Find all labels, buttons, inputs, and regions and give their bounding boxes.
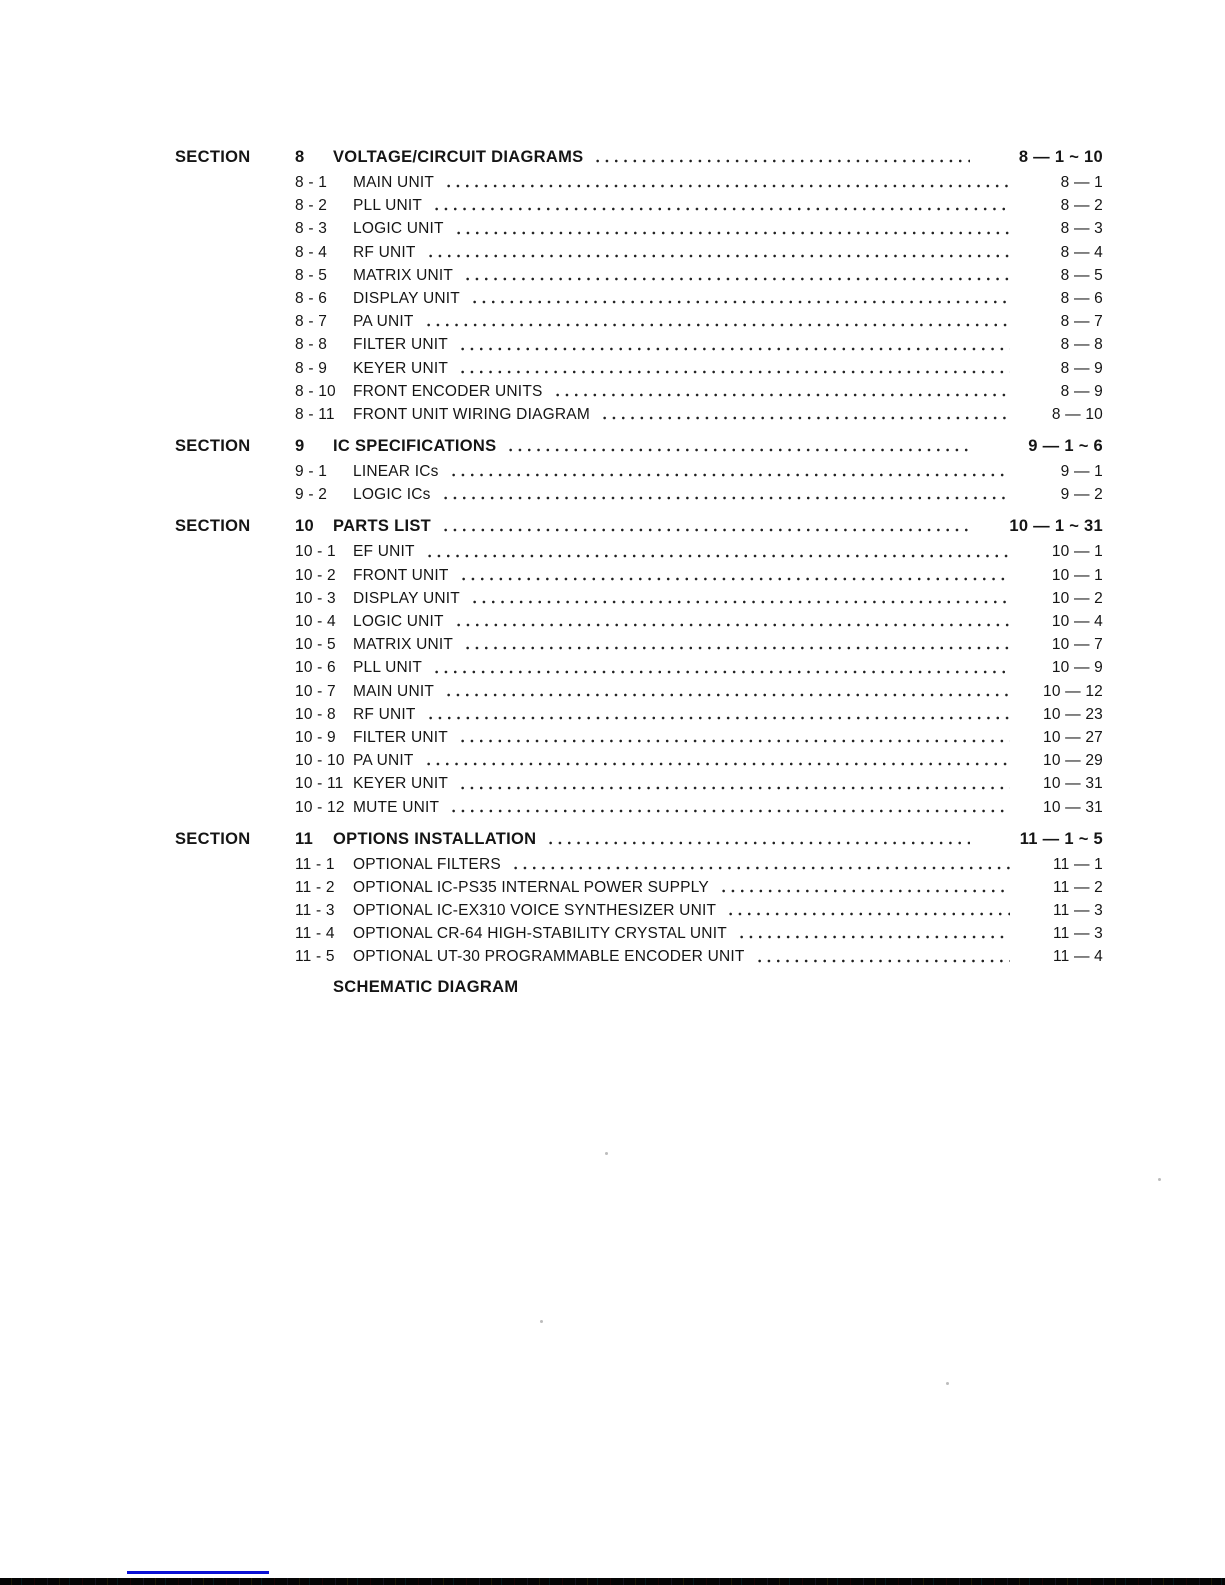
- item-number: 10 - 11: [295, 775, 344, 793]
- toc-item-row: [175, 380, 1103, 403]
- item-page-number: 11 — 3: [1052, 925, 1103, 943]
- item-title: PLL UNIT: [353, 659, 423, 677]
- item-page-number: 8 — 1: [1060, 174, 1103, 191]
- item-number: 10 - 6: [295, 659, 336, 677]
- item-title: MATRIX UNIT: [353, 266, 454, 284]
- toc-item-row: [175, 564, 1103, 587]
- schematic-diagram-label: SCHEMATIC DIAGRAM: [333, 977, 519, 996]
- item-page-number: 11 — 2: [1052, 878, 1103, 896]
- item-title: DISPLAY UNIT: [353, 289, 460, 307]
- item-page-number: 11 — 3: [1052, 902, 1103, 920]
- item-page-number: 10 — 27: [1043, 728, 1103, 746]
- item-number: 10 - 5: [295, 636, 336, 654]
- item-title: RF UNIT: [353, 705, 416, 723]
- item-number: 8 - 6: [295, 289, 328, 307]
- item-number: 10 - 12: [295, 798, 345, 816]
- item-number: 10 - 9: [295, 728, 336, 746]
- item-number: 11 - 4: [295, 925, 335, 943]
- item-number: 8 - 4: [295, 243, 328, 261]
- section-title: OPTIONS INSTALLATION: [333, 829, 537, 848]
- item-number: 8 - 8: [295, 336, 328, 354]
- item-title: LOGIC UNIT: [353, 220, 444, 238]
- section-label: SECTION: [175, 829, 251, 848]
- item-title: PLL UNIT: [353, 197, 423, 215]
- toc-item-row: [175, 749, 1103, 772]
- item-page-number: 10 — 7: [1051, 636, 1103, 654]
- section-header-row: [175, 143, 1103, 171]
- scan-speck: [946, 1382, 949, 1385]
- item-number: 10 - 3: [295, 589, 336, 607]
- item-page-number: 9 — 1: [1060, 463, 1103, 481]
- item-page-number: 11 — 1: [1052, 855, 1103, 873]
- item-number: 8 - 10: [295, 382, 336, 400]
- dot-leader: [454, 610, 1010, 633]
- toc-item-row: [175, 217, 1103, 240]
- item-number: 8 - 7: [295, 313, 328, 331]
- toc-item-row: [175, 171, 1103, 194]
- item-title: OPTIONAL UT-30 PROGRAMMABLE ENCODER UNIT: [353, 948, 745, 966]
- item-page-number: 10 — 12: [1043, 682, 1103, 700]
- section-title: PARTS LIST: [333, 517, 432, 536]
- item-number: 9 - 1: [295, 463, 328, 481]
- section-number: 8: [295, 148, 305, 166]
- item-number: 10 - 7: [295, 682, 336, 700]
- toc-item-row: [175, 772, 1103, 795]
- dot-leader: [593, 143, 970, 171]
- item-number: 8 - 11: [295, 405, 335, 423]
- item-title: MUTE UNIT: [353, 798, 440, 816]
- item-title: OPTIONAL IC-PS35 INTERNAL POWER SUPPLY: [353, 878, 709, 896]
- dot-leader: [737, 922, 1010, 945]
- dot-leader: [719, 876, 1010, 899]
- dot-leader: [449, 460, 1010, 483]
- section-number: 9: [295, 437, 305, 456]
- toc-item-row: [175, 633, 1103, 656]
- toc-item-row: [175, 483, 1103, 506]
- section-page-range: 9 — 1 ~ 6: [1028, 437, 1103, 456]
- item-number: 10 - 8: [295, 705, 336, 723]
- toc-item-row: [175, 876, 1103, 899]
- item-title: MAIN UNIT: [353, 174, 435, 191]
- item-page-number: 9 — 2: [1060, 486, 1103, 504]
- section-title: VOLTAGE/CIRCUIT DIAGRAMS: [333, 148, 584, 166]
- section-number: 11: [295, 829, 314, 848]
- toc-item-row: [175, 656, 1103, 679]
- dot-leader: [726, 899, 1010, 922]
- section-block-11: [175, 825, 1103, 969]
- toc-item-row: [175, 403, 1103, 426]
- section-block-10: [175, 512, 1103, 818]
- toc-item-row: [175, 194, 1103, 217]
- dot-leader: [463, 633, 1010, 656]
- item-page-number: 8 — 6: [1060, 289, 1103, 307]
- toc-item-row: [175, 899, 1103, 922]
- toc-item-row: [175, 587, 1103, 610]
- item-number: 10 - 1: [295, 543, 336, 561]
- section-label: SECTION: [175, 517, 251, 536]
- item-page-number: 8 — 8: [1060, 336, 1103, 354]
- toc-item-row: [175, 610, 1103, 633]
- toc-item-row: [175, 726, 1103, 749]
- toc-item-row: [175, 853, 1103, 876]
- dot-leader: [426, 703, 1010, 726]
- dot-leader: [755, 945, 1010, 968]
- item-number: 10 - 2: [295, 566, 336, 584]
- dot-leader: [458, 772, 1010, 795]
- item-title: MAIN UNIT: [353, 682, 435, 700]
- item-page-number: 8 — 9: [1060, 382, 1103, 400]
- item-number: 11 - 1: [295, 855, 335, 873]
- dot-leader: [600, 403, 1010, 426]
- dot-leader: [553, 380, 1010, 403]
- item-page-number: 10 — 1: [1051, 543, 1103, 561]
- toc-item-row: [175, 703, 1103, 726]
- section-header-row: [175, 512, 1103, 540]
- section-label: SECTION: [175, 148, 251, 166]
- scan-speck: [540, 1320, 543, 1323]
- item-number: 8 - 3: [295, 220, 328, 238]
- item-page-number: 10 — 9: [1051, 659, 1103, 677]
- dot-leader: [426, 241, 1010, 264]
- item-title: LINEAR ICs: [353, 463, 439, 481]
- item-title: DISPLAY UNIT: [353, 589, 460, 607]
- dot-leader: [511, 853, 1010, 876]
- item-page-number: 8 — 5: [1060, 266, 1103, 284]
- toc-item-row: [175, 357, 1103, 380]
- item-page-number: 10 — 31: [1043, 775, 1103, 793]
- toc-item-row: [175, 922, 1103, 945]
- item-number: 8 - 1: [295, 174, 328, 191]
- dot-leader: [458, 333, 1010, 356]
- section-block-8: [175, 143, 1103, 426]
- dot-leader: [432, 656, 1010, 679]
- section-page-range: 8 — 1 ~ 10: [1018, 148, 1103, 166]
- dot-leader: [444, 171, 1010, 194]
- dot-leader: [463, 264, 1010, 287]
- item-number: 8 - 5: [295, 266, 328, 284]
- item-number: 10 - 4: [295, 613, 336, 630]
- item-number: 11 - 3: [295, 902, 335, 920]
- item-page-number: 10 — 1: [1051, 566, 1103, 584]
- item-title: OPTIONAL FILTERS: [353, 855, 501, 873]
- item-title: KEYER UNIT: [353, 359, 449, 377]
- item-title: FILTER UNIT: [353, 728, 448, 746]
- item-title: LOGIC UNIT: [353, 613, 444, 630]
- item-title: MATRIX UNIT: [353, 636, 454, 654]
- dot-leader: [432, 194, 1010, 217]
- dot-leader: [459, 564, 1010, 587]
- item-page-number: 10 — 29: [1043, 752, 1103, 770]
- toc-item-row: [175, 287, 1103, 310]
- item-title: OPTIONAL CR-64 HIGH-STABILITY CRYSTAL UNIT: [353, 925, 727, 943]
- toc-item-row: [175, 241, 1103, 264]
- section-page-range: 10 — 1 ~ 31: [1009, 517, 1103, 536]
- item-number: 11 - 5: [295, 948, 335, 966]
- section-title: IC SPECIFICATIONS: [333, 437, 497, 456]
- blue-underline-mark: [127, 1571, 269, 1574]
- item-title: RF UNIT: [353, 243, 416, 261]
- item-page-number: 10 — 2: [1051, 589, 1103, 607]
- item-title: FILTER UNIT: [353, 336, 448, 354]
- section-header-row: [175, 432, 1103, 460]
- section-label: SECTION: [175, 437, 251, 456]
- item-page-number: 8 — 4: [1060, 243, 1103, 261]
- dot-leader: [424, 749, 1010, 772]
- item-page-number: 8 — 7: [1060, 313, 1103, 331]
- scan-edge-strip: [0, 1578, 1225, 1585]
- toc-item-row: [175, 310, 1103, 333]
- dot-leader: [441, 512, 970, 540]
- item-title: FRONT UNIT: [353, 566, 449, 584]
- item-number: 10 - 10: [295, 752, 345, 770]
- item-number: 9 - 2: [295, 486, 328, 504]
- toc-item-row: [175, 680, 1103, 703]
- item-page-number: 8 — 2: [1060, 197, 1103, 215]
- table-of-contents: [175, 143, 1103, 1001]
- item-page-number: 8 — 10: [1051, 405, 1103, 423]
- item-page-number: 8 — 9: [1060, 359, 1103, 377]
- dot-leader: [444, 680, 1010, 703]
- section-header-row: [175, 825, 1103, 853]
- toc-item-row: [175, 460, 1103, 483]
- toc-item-row: [175, 333, 1103, 356]
- item-title: EF UNIT: [353, 543, 415, 561]
- item-title: KEYER UNIT: [353, 775, 449, 793]
- item-page-number: 10 — 23: [1043, 705, 1103, 723]
- item-title: FRONT UNIT WIRING DIAGRAM: [353, 405, 590, 423]
- toc-item-row: [175, 540, 1103, 563]
- item-title: PA UNIT: [353, 752, 414, 770]
- item-title: OPTIONAL IC-EX310 VOICE SYNTHESIZER UNIT: [353, 902, 717, 920]
- scan-speck: [1158, 1178, 1161, 1181]
- dot-leader: [470, 587, 1010, 610]
- item-title: LOGIC ICs: [353, 486, 431, 504]
- dot-leader: [425, 540, 1010, 563]
- item-page-number: 10 — 31: [1043, 798, 1103, 816]
- item-number: 8 - 2: [295, 197, 328, 215]
- toc-item-row: [175, 945, 1103, 968]
- item-page-number: 11 — 4: [1052, 948, 1103, 966]
- dot-leader: [458, 726, 1010, 749]
- section-number: 10: [295, 517, 314, 536]
- dot-leader: [506, 432, 970, 460]
- item-number: 11 - 2: [295, 878, 335, 896]
- section-page-range: 11 — 1 ~ 5: [1019, 829, 1103, 848]
- dot-leader: [470, 287, 1010, 310]
- item-title: PA UNIT: [353, 313, 414, 331]
- toc-item-row: [175, 796, 1103, 819]
- dot-leader: [424, 310, 1010, 333]
- dot-leader: [546, 825, 970, 853]
- section-block-9: [175, 432, 1103, 506]
- item-page-number: 8 — 3: [1060, 220, 1103, 238]
- item-title: FRONT ENCODER UNITS: [353, 382, 543, 400]
- item-number: 8 - 9: [295, 359, 328, 377]
- scan-speck: [605, 1152, 608, 1155]
- toc-item-row: [175, 264, 1103, 287]
- item-page-number: 10 — 4: [1051, 613, 1103, 630]
- dot-leader: [441, 483, 1010, 506]
- dot-leader: [449, 796, 1010, 819]
- dot-leader: [458, 357, 1010, 380]
- dot-leader: [454, 217, 1010, 240]
